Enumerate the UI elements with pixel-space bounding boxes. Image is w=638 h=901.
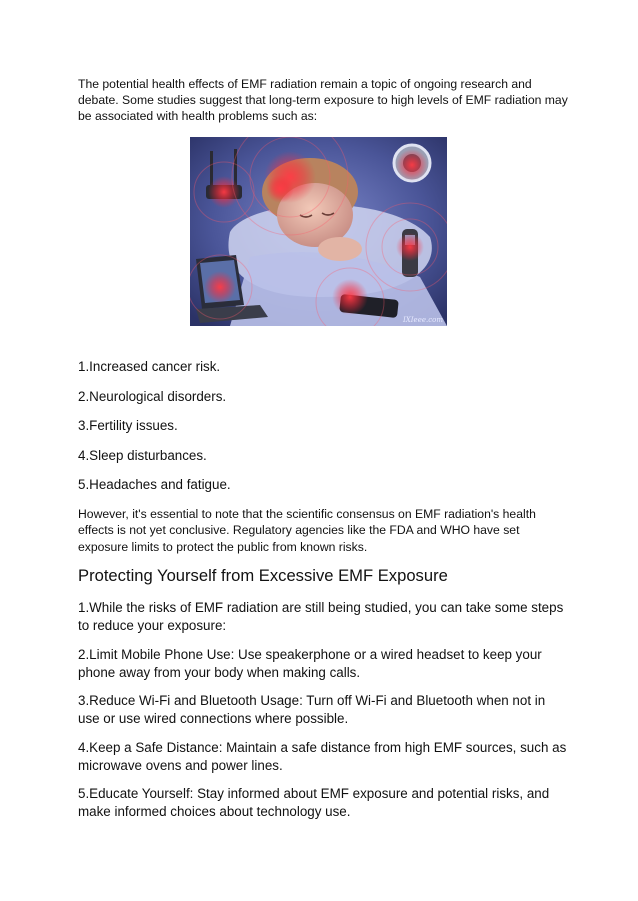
list-item: 1.While the risks of EMF radiation are still being studied, you can take some steps to reduce your exposure: [78, 600, 564, 633]
list-item: 5.Educate Yourself: Stay informed about EMF exposure and potential risks, and make informed choices about technology use. [78, 786, 550, 819]
list-item: 2.Limit Mobile Phone Use: Use speakerphone or a wired headset to keep your phone away from your body when making calls. [78, 646, 542, 680]
list-item: 5.Headaches and fatigue. [78, 477, 231, 492]
image-watermark: IXIeee.com [403, 316, 443, 324]
health-effects-list [78, 359, 231, 507]
intro-paragraph: The potential health effects of EMF radiation remain a topic of ongoing research and debate. Some studies suggest that long-term exposure to high levels of EMF radiation may be associated with health problems such as: [78, 77, 568, 123]
list-item: 1.Increased cancer risk. [78, 359, 221, 374]
list-item: 4.Sleep disturbances. [78, 447, 207, 463]
protection-steps-list [78, 599, 568, 832]
section-heading: Protecting Yourself from Excessive EMF Exposure [78, 566, 448, 585]
list-item: 4.Keep a Safe Distance: Maintain a safe distance from high EMF sources, such as microwave ovens and power lines. [78, 739, 567, 773]
consensus-note: However, it's essential to note that the scientific consensus on EMF radiation's health effects is not yet conclusive. Regulatory agencies like the FDA and WHO have set exposure limits to protect the public from known risks. [78, 507, 536, 554]
emf-illustration-graphic [190, 137, 447, 326]
list-item: 3.Reduce Wi-Fi and Bluetooth Usage: Turn off Wi-Fi and Bluetooth when not in use or use wired connections where possible. [78, 693, 546, 726]
list-item: 3.Fertility issues. [78, 418, 178, 433]
emf-illustration [190, 137, 447, 326]
list-item: 2.Neurological disorders. [78, 388, 227, 404]
